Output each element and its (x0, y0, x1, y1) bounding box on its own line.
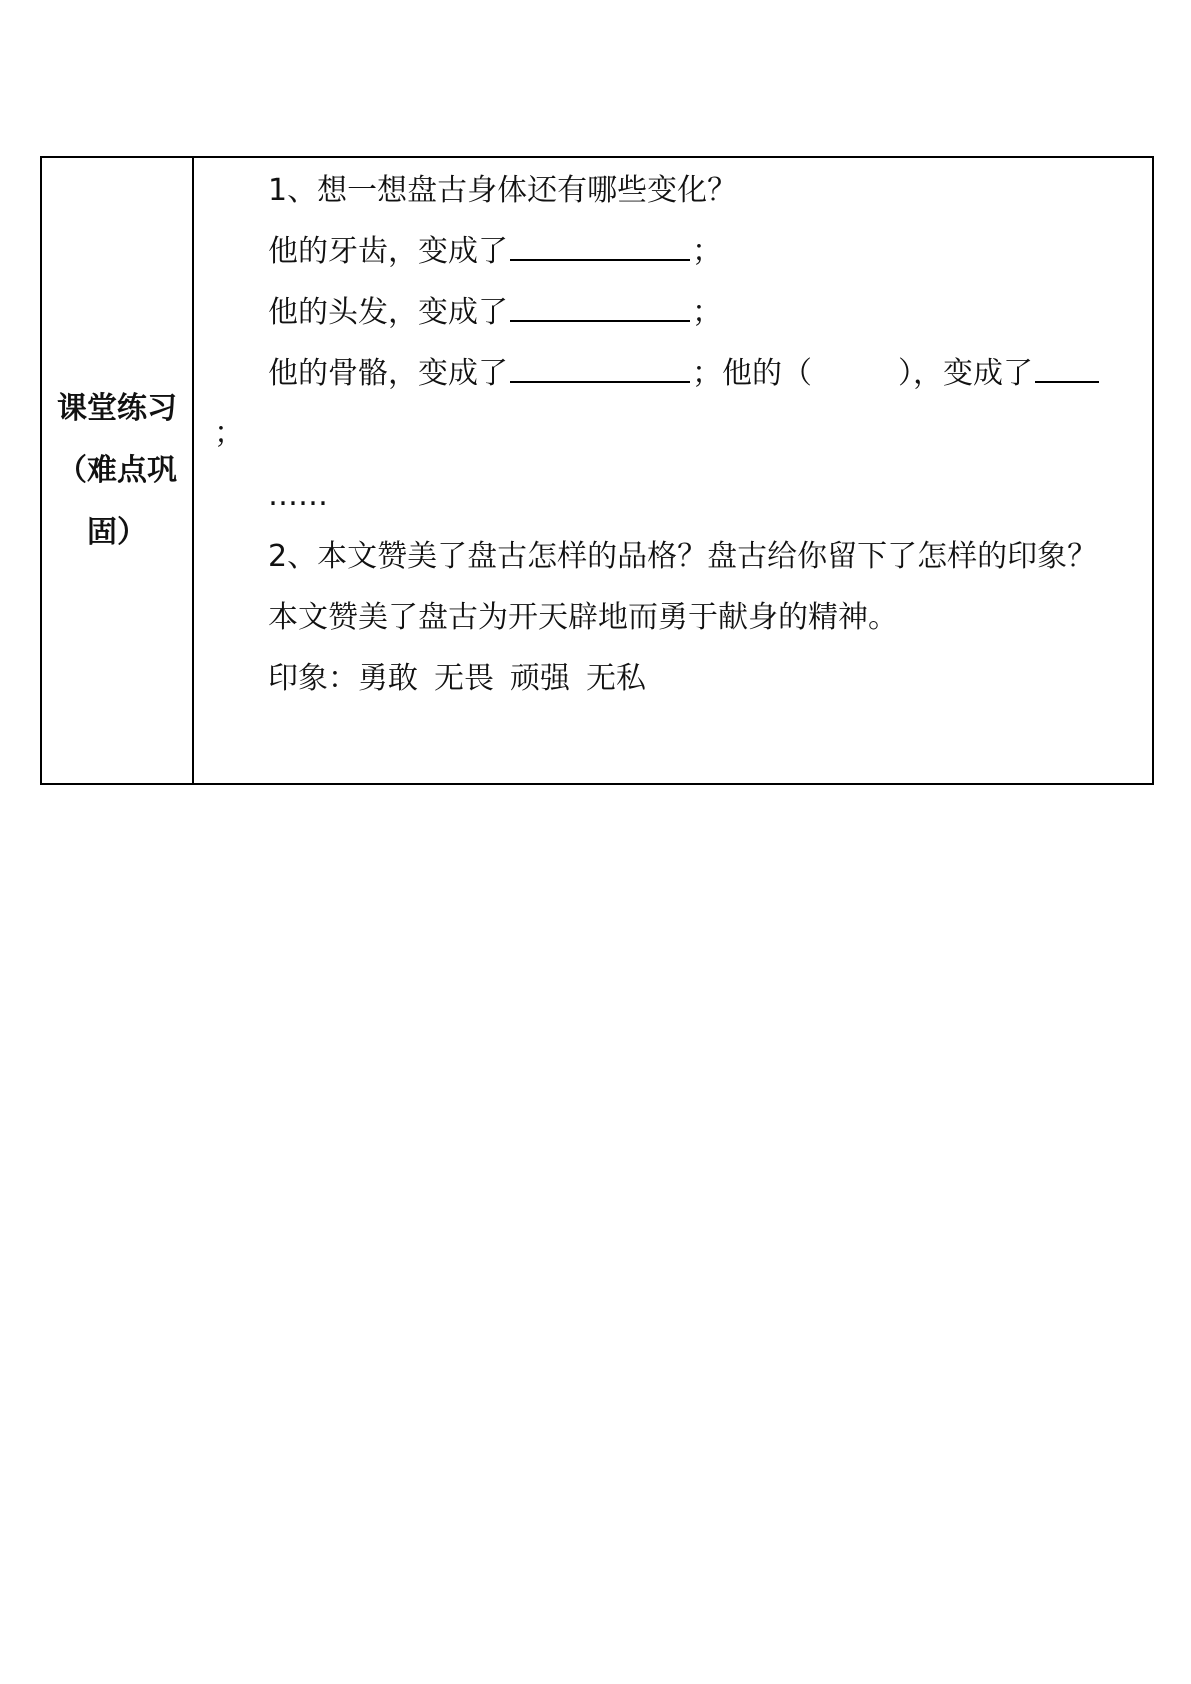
custom-part-prompt: ；他的（ (692, 356, 812, 391)
impression-label: 印象： (268, 661, 358, 696)
question-2-title: 2、本文赞美了盘古怎样的品格？盘古给你留下了怎样的印象？ (268, 539, 1098, 574)
question-1-title: 1、想一想盘古身体还有哪些变化？ (268, 173, 738, 208)
bones-prompt: 他的骨骼，变成了 (268, 356, 508, 391)
hair-semicolon: ； (692, 295, 722, 330)
trait-fearless: 无畏 (434, 661, 494, 696)
question-1-line-hair (268, 293, 722, 333)
exercise-table (40, 156, 1154, 785)
exercise-content (194, 158, 1152, 783)
teeth-blank[interactable] (510, 258, 690, 261)
custom-part-result-prompt: ），变成了 (898, 356, 1033, 391)
custom-result-blank[interactable] (1035, 380, 1099, 383)
question-1-line-teeth (268, 232, 722, 272)
bones-blank[interactable] (510, 380, 690, 383)
trait-brave: 勇敢 (358, 661, 418, 696)
question-1-line-bones (268, 354, 1101, 394)
hair-prompt: 他的头发，变成了 (268, 295, 508, 330)
content-cell (193, 157, 1153, 784)
hair-blank[interactable] (510, 319, 690, 322)
impression-line (268, 659, 646, 699)
question-2-answer: 本文赞美了盘古为开天辟地而勇于献身的精神。 (268, 600, 898, 635)
trait-tenacious: 顽强 (510, 661, 570, 696)
teeth-prompt: 他的牙齿，变成了 (268, 234, 508, 269)
teeth-semicolon: ； (692, 234, 722, 269)
section-label-cell (41, 157, 193, 784)
trait-selfless: 无私 (586, 661, 646, 696)
question-1-ellipsis: …… (268, 478, 328, 513)
wrapped-semicolon: ； (214, 416, 244, 451)
section-label: 课堂练习（难点巩固） (57, 390, 177, 550)
